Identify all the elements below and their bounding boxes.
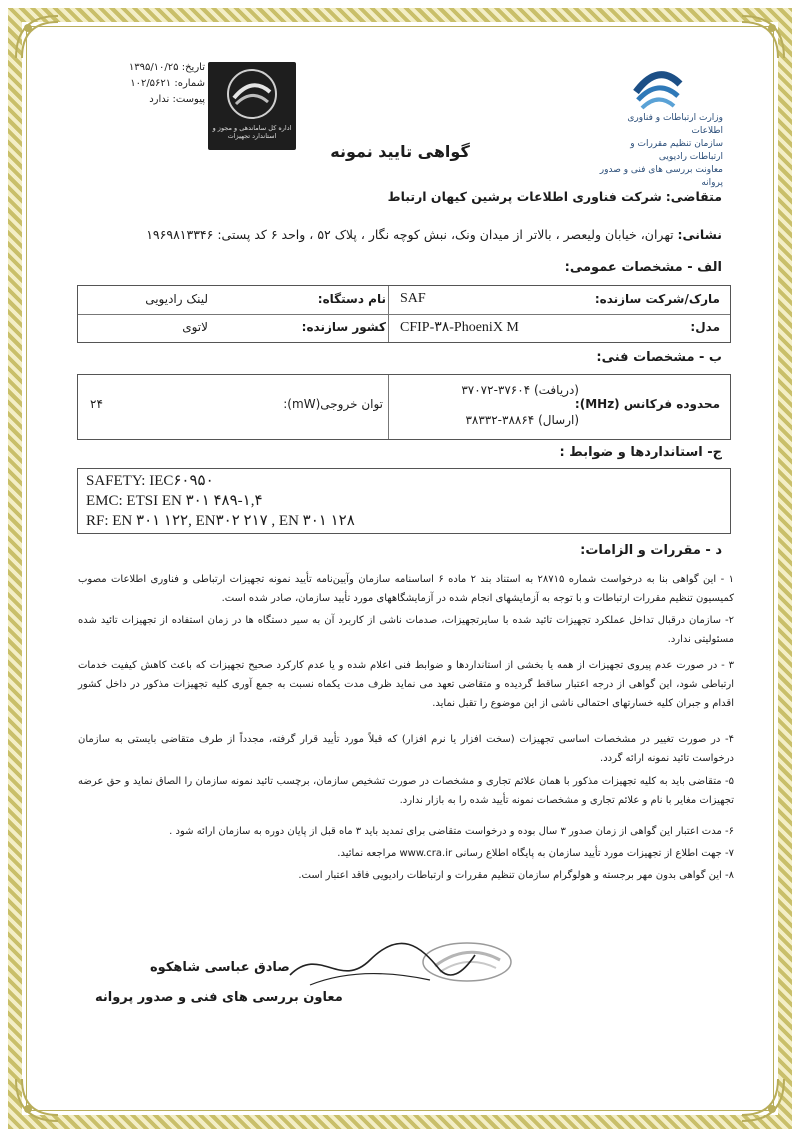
standards-box [77,468,731,534]
regulation-paragraph: ۵- متقاضی باید به کلیه تجهیزات مذکور با همان علائم تجاری و مشخصات در صورت تشخیص سازمان، برچسب تائید نمونه سازمان را الصاق نماید و حق عرضه تجهیزات مغایر با نام و علائم تجاری و مشخصات نمونه تأیید شده را به بازار ندارد. [78,776,734,806]
model-value: CFIP-۳۸-PhoeniX M [400,320,519,335]
organization-name-block [598,112,723,190]
regulation-paragraph: ۸- این گواهی بدون مهر برجسته و هولوگرام سازمان تنظیم مقررات و ارتباطات رادیویی فاقد اعتبار است. [298,870,734,881]
corner-ornament-icon [14,1077,60,1123]
address-row [72,226,722,244]
tx-value: ۳۸۸۶۴-۳۸۳۳۲ [465,413,535,427]
regulation-paragraph: ۲- سازمان درقبال تداخل عملکرد تجهیزات تائید شده با سایرتجهیزات، صدمات ناشی از کاربرد آن به سیر دستگاه ها در زمان استفاده از تجهیزات تائید شده مسئولیتی ندارد. [78,615,734,645]
applicant-value: شرکت فناوری اطلاعات پرشین کیهان ارتباط [387,189,662,204]
output-power-label: توان خروجی(mW): [283,397,383,411]
document-meta [95,60,205,108]
standard-rf: RF: EN ۳۰۱ ۱۲۲, EN۳۰۲ ۲۱۷ , EN ۳۰۱ ۱۲۸ [86,513,355,529]
address-value: تهران، خیابان ولیعصر ، بالاتر از میدان ونک، نبش کوچه نگار ، پلاک ۵۲ ، واحد ۶ کد پستی: ۱۹۶۹۸۱۳۳۴۶ [146,227,674,242]
general-specs-table [77,285,731,343]
applicant-label: متقاضی: [665,189,722,204]
corner-ornament-icon [740,1077,786,1123]
standard-safety: SAFETY: IEC۶۰۹۵۰ [86,473,214,489]
device-name-label: نام دستگاه: [317,292,386,306]
handwritten-signature-icon [280,935,480,995]
regulation-paragraph: ۷- جهت اطلاع از تجهیزات مورد تأیید سازمان به پایگاه اطلاع رسانی www.cra.ir مراجعه نمائید. [337,848,734,859]
standard-emc: EMC: ETSI EN ۳۰۱ ۴۸۹-۱,۴ [86,493,263,509]
regulation-paragraph: ۱ - این گواهی بنا به درخواست شماره ۲۸۷۱۵ به استناد بند ۲ ماده ۶ اساسنامه سازمان وآیین‌نامه تأیید نمونه تجهیزات ارتباطی و فناوری اطلاعات مصوب کمیسیون تنظیم مقررات ارتباطات و با توجه به آزمایشهای انجام شده در آزمایشگاههای مورد تأیید سازمان، صادر شده است. [78,574,734,604]
stamp-emblem-icon [208,62,296,124]
tx-label: (ارسال) [538,413,579,427]
number-label: شماره: ۱۰۲/۵۶۲۱ [130,78,205,89]
stamp-caption: اداره کل ساماندهی و مجوز و استاندارد تجهیزات [212,124,292,140]
rx-frequency [394,383,579,397]
org-line: معاونت بررسی های فنی و صدور پروانه [599,165,723,188]
table-divider [388,286,389,342]
brand-value: SAF [400,291,426,306]
regulation-paragraph: ۴- در صورت تغییر در مشخصات اساسی تجهیزات (سخت افزار یا نرم افزار) که قبلاً مورد تأیید قرار گرفته، مجدداً از طرف متقاضی بایستی به سازمان درخواست تائید نمونه ارائه گردد. [78,734,734,764]
output-power-value: ۲۴ [90,397,103,411]
table-divider [78,314,730,315]
country-value: لاتوی [182,320,208,334]
section-b-title: ب - مشخصات فنی: [596,350,722,365]
corner-ornament-icon [14,14,60,60]
regulation-paragraph: ۳ - در صورت عدم پیروی تجهیزات از همه یا بخشی از استانداردها و ضوابط فنی اعلام شده و یا عدم کارکرد صحیح تجهیزات که باعث کاهش کیفیت خدمات ارتباطی شود، این گواهی از درجه اعتبار ساقط گردیده و متقاضی تعهد می نماید ظرف مدت یکماه نسبت به جمع آوری کلیه تجهیزات مذکور در داخل کشور اقدام و جبران کلیه خسارتهای احتمالی ناشی از این موضوع را تقبل نماید. [78,660,734,709]
rx-value: ۳۷۶۰۴-۳۷۰۷۲ [461,383,531,397]
page-title: گواهی تایید نمونه [330,142,470,161]
org-line: وزارت ارتباطات و فناوری اطلاعات [627,113,723,136]
section-c-title: ج- استانداردها و ضوابط : [559,445,722,460]
signatory-name: صادق عباسی شاهکوه [150,960,290,975]
model-label: مدل: [690,320,720,334]
section-a-title: الف - مشخصات عمومی: [564,260,722,275]
frequency-range-label: محدوده فرکانس (MHz): [574,397,720,411]
table-divider [388,375,389,439]
tx-frequency [394,413,579,427]
org-line: سازمان تنظیم مقررات و ارتباطات رادیویی [630,139,723,162]
date-label: تاریخ: ۱۳۹۵/۱۰/۲۵ [128,62,205,73]
applicant-row [82,188,722,206]
address-label: نشانی: [677,227,722,242]
country-label: کشور سازنده: [301,320,386,334]
brand-label: مارک/شرکت سازنده: [594,292,720,306]
technical-specs-table [77,374,731,440]
device-name-value: لینک رادیویی [145,292,208,306]
attachment-label: پیوست: ندارد [149,94,205,105]
corner-ornament-icon [740,14,786,60]
regulation-paragraph: ۶- مدت اعتبار این گواهی از زمان صدور ۳ سال بوده و درخواست متقاضی برای تمدید باید ۳ ماه قبل از پایان دوره به سازمان ارائه شود . [169,826,734,837]
signatory-title: معاون بررسی های فنی و صدور پروانه [95,990,343,1005]
rx-label: (دریافت) [533,383,579,397]
organization-logo-icon [630,62,686,114]
section-d-title: د - مقررات و الزامات: [580,543,722,558]
